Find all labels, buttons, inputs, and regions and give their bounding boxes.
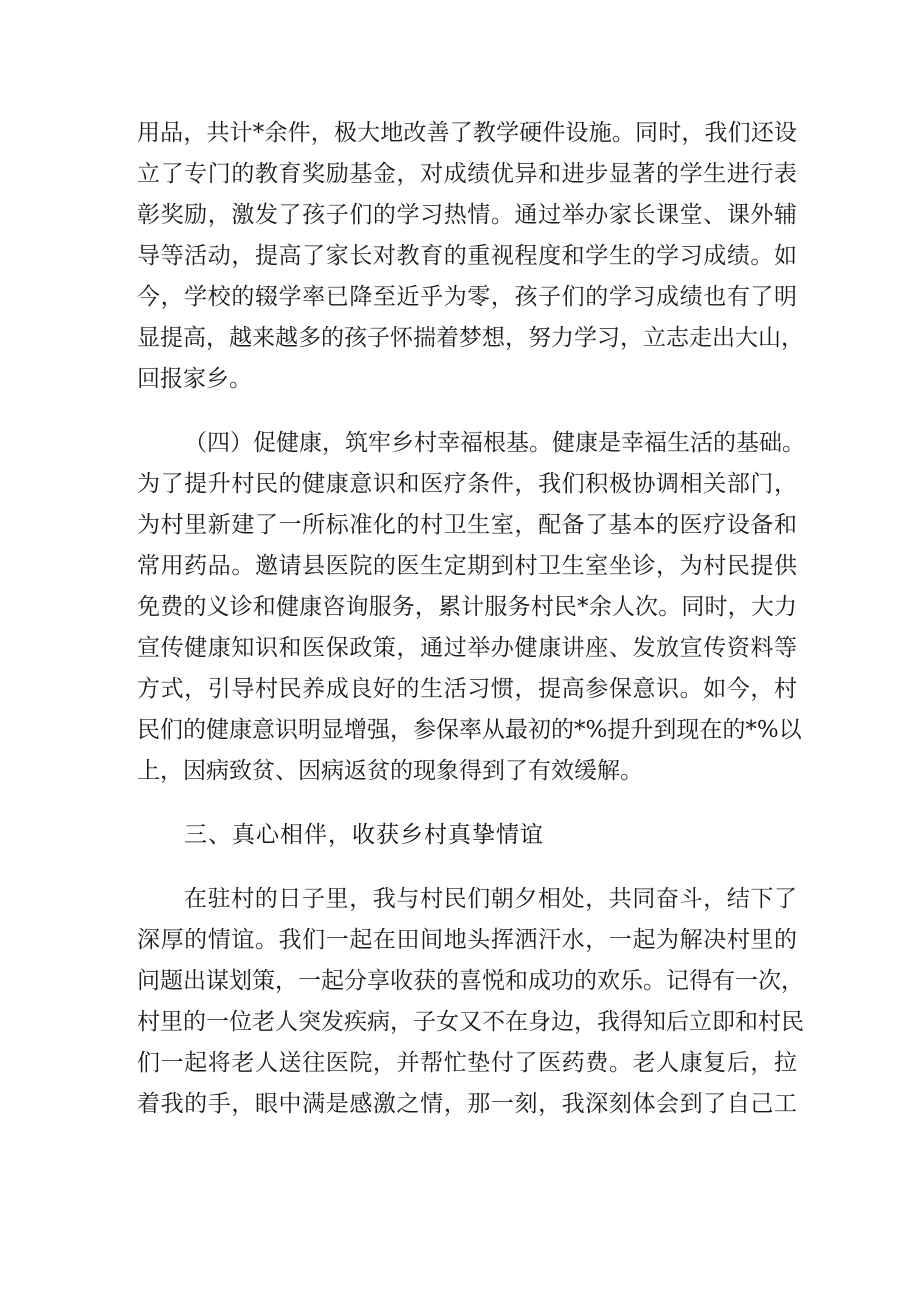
- paragraph-line: 回报家乡。: [137, 366, 252, 392]
- paragraph-line: 立了专门的教育奖励基金，对成绩优异和进步显著的学生进行表: [137, 161, 797, 187]
- paragraph-line: 彰奖励，激发了孩子们的学习热情。通过举办家长课堂、课外辅: [137, 202, 797, 228]
- paragraph-line: 免费的义诊和健康咨询服务，累计服务村民*余人次。同时，大力: [137, 594, 797, 620]
- paragraph-line: 在驻村的日子里，我与村民们朝夕相处，共同奋斗，结下了: [184, 886, 797, 912]
- paragraph-line: 民们的健康意识明显增强，参保率从最初的*%提升到现在的*%以: [137, 717, 802, 743]
- paragraph-line: 宣传健康知识和医保政策，通过举办健康讲座、发放宣传资料等: [137, 635, 797, 661]
- paragraph-line: 为了提升村民的健康意识和医疗条件，我们积极协调相关部门，: [137, 471, 797, 497]
- paragraph-line: 用品，共计*余件，极大地改善了教学硬件设施。同时，我们还设: [137, 120, 797, 146]
- paragraph-line: （四）促健康，筑牢乡村幸福根基。健康是幸福生活的基础。: [184, 430, 805, 456]
- paragraph-line: 方式，引导村民养成良好的生活习惯，提高参保意识。如今，村: [137, 676, 797, 702]
- paragraph-line: 显提高，越来越多的孩子怀揣着梦想，努力学习，立志走出大山，: [137, 325, 804, 351]
- paragraph-line: 问题出谋划策，一起分享收获的喜悦和成功的欢乐。记得有一次，: [137, 968, 804, 994]
- paragraph-line: 今，学校的辍学率已降至近乎为零，孩子们的学习成绩也有了明: [137, 284, 797, 310]
- paragraph-line: 常用药品。邀请县医院的医生定期到村卫生室坐诊，为村民提供: [137, 553, 797, 579]
- paragraph-line: 为村里新建了一所标准化的村卫生室，配备了基本的医疗设备和: [137, 512, 797, 538]
- paragraph-line: 导等活动，提高了家长对教育的重视程度和学生的学习成绩。如: [137, 243, 797, 269]
- paragraph-line: 着我的手，眼中满是感激之情，那一刻，我深刻体会到了自己工: [137, 1091, 797, 1117]
- paragraph-line: 上，因病致贫、因病返贫的现象得到了有效缓解。: [137, 758, 643, 784]
- paragraph-line: 深厚的情谊。我们一起在田间地头挥洒汗水，一起为解决村里的: [137, 927, 797, 953]
- section-heading: 三、真心相伴，收获乡村真挚情谊: [184, 822, 544, 848]
- paragraph-line: 们一起将老人送往医院，并帮忙垫付了医药费。老人康复后，拉: [137, 1050, 797, 1076]
- paragraph-line: 村里的一位老人突发疾病，子女又不在身边，我得知后立即和村民: [137, 1009, 804, 1035]
